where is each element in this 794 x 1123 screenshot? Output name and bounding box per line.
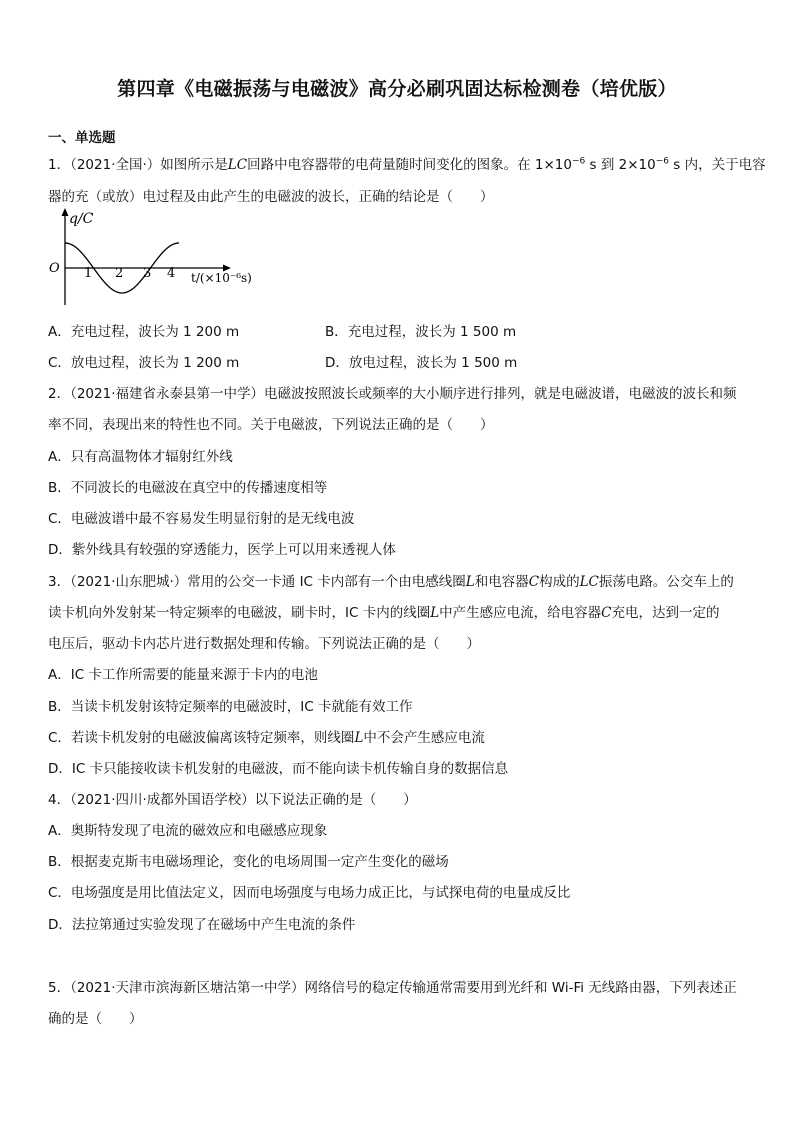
q2-option-c[interactable]: C．电磁波谱中最不容易发生明显衍射的是无线电波 — [48, 511, 355, 527]
q1-option-b[interactable]: B．充电过程，波长为 1 500 m — [325, 324, 517, 340]
q2-stem-line2: 率不同，表现出来的特性也不同。关于电磁波，下列说法正确的是（ ） — [48, 417, 494, 433]
q5-stem-line2: 确的是（ ） — [48, 1011, 143, 1027]
q4-option-c[interactable]: C．电场强度是用比值法定义，因而电场强度与电场力成正比，与试探电荷的电量成反比 — [48, 885, 571, 901]
q1-graph — [45, 205, 255, 310]
q3-option-a[interactable]: A．IC 卡工作所需要的能量来源于卡内的电池 — [48, 667, 318, 683]
q1-option-c[interactable]: C．放电过程，波长为 1 200 m — [48, 355, 240, 371]
y-axis-label: q/C — [69, 211, 94, 227]
x-tick-1: 1 — [84, 266, 93, 281]
q1-option-a[interactable]: A．充电过程，波长为 1 200 m — [48, 324, 240, 340]
q3-stem-line1: 3．（2021·山东肥城·）常用的公交一卡通 IC 卡内部有一个由电感线圈L和电容器C构成的LC振荡电路。公交车上的 — [48, 574, 734, 590]
q2-option-d[interactable]: D．紫外线具有较强的穿透能力，医学上可以用来透视人体 — [48, 542, 396, 558]
x-axis-label: t/(×10⁻⁶s) — [191, 271, 252, 285]
q3-stem-line2: 读卡机向外发射某一特定频率的电磁波，刷卡时，IC 卡内的线圈L中产生感应电流，给电容器C充电，达到一定的 — [48, 605, 720, 621]
q3-option-c[interactable]: C．若读卡机发射的电磁波偏离该特定频率，则线圈L中不会产生感应电流 — [48, 730, 485, 746]
q1-stem-line2: 器的充（或放）电过程及由此产生的电磁波的波长，正确的结论是（ ） — [48, 189, 494, 205]
q4-option-a[interactable]: A．奥斯特发现了电流的磁效应和电磁感应现象 — [48, 823, 328, 839]
q3-stem-line3: 电压后，驱动卡内芯片进行数据处理和传输。下列说法正确的是（ ） — [48, 636, 480, 652]
x-tick-2: 2 — [115, 266, 124, 281]
q3-option-b[interactable]: B．当读卡机发射该特定频率的电磁波时，IC 卡就能有效工作 — [48, 699, 413, 715]
origin-label: O — [49, 261, 60, 276]
q2-option-b[interactable]: B．不同波长的电磁波在真空中的传播速度相等 — [48, 480, 328, 496]
q2-option-a[interactable]: A．只有高温物体才辐射红外线 — [48, 449, 233, 465]
q4-stem: 4．（2021·四川·成都外国语学校）以下说法正确的是（ ） — [48, 792, 417, 808]
page-title: 第四章《电磁振荡与电磁波》高分必刷巩固达标检测卷（培优版） — [117, 78, 677, 100]
q4-option-b[interactable]: B．根据麦克斯韦电磁场理论，变化的电场周围一定产生变化的磁场 — [48, 854, 449, 870]
q4-option-d[interactable]: D．法拉第通过实验发现了在磁场中产生电流的条件 — [48, 917, 356, 933]
q3-option-d[interactable]: D．IC 卡只能接收读卡机发射的电磁波，而不能向读卡机传输自身的数据信息 — [48, 761, 509, 777]
q1-stem-line1: 1．（2021·全国·）如图所示是LC回路中电容器带的电荷量随时间变化的图象。在 $1\times 10^{-6}$ s 到 $2\times 10^{-6}$ s 内，关于电容 — [48, 156, 766, 173]
q5-stem-line1: 5．（2021·天津市滨海新区塘沽第一中学）网络信号的稳定传输通常需要用到光纤和 Wi-Fi 无线路由器，下列表述正 — [48, 980, 737, 996]
q1-option-d[interactable]: D．放电过程，波长为 1 500 m — [325, 355, 518, 371]
section-heading: 一、单选题 — [48, 130, 116, 146]
x-tick-3: 3 — [143, 266, 152, 281]
x-tick-4: 4 — [167, 266, 176, 281]
y-axis — [62, 208, 69, 305]
q2-stem-line1: 2．（2021·福建省永泰县第一中学）电磁波按照波长或频率的大小顺序进行排列，就是电磁波谱，电磁波的波长和频 — [48, 386, 737, 402]
